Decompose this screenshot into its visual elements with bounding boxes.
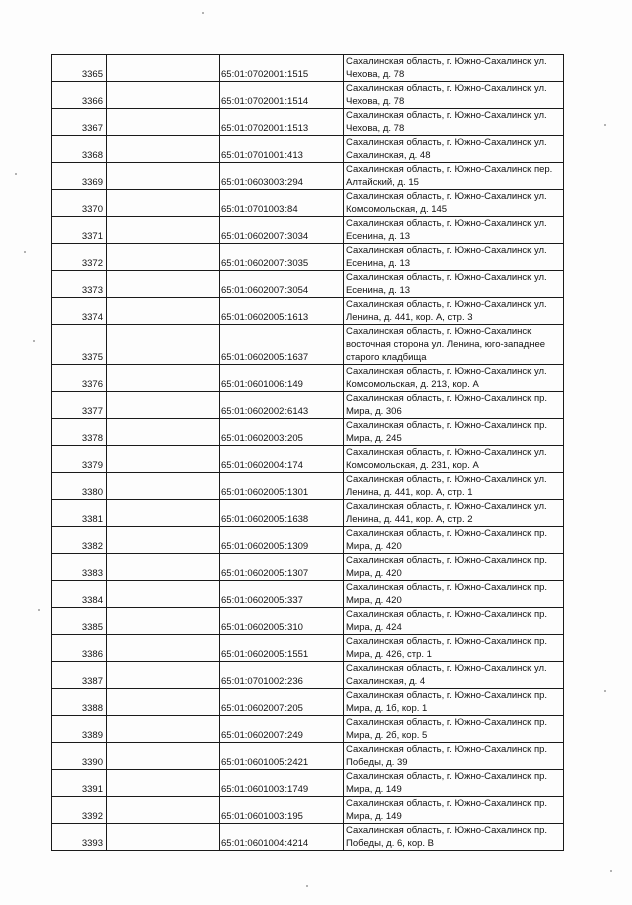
- address-line: Мира, д. 2б, кор. 5: [346, 730, 428, 741]
- row-number-cell: 3370: [52, 190, 107, 217]
- cadastral-number-cell: 65:01:0602005:1613: [220, 298, 344, 325]
- table-row: [52, 824, 564, 851]
- address-line: Победы, д. 6, кор. В: [346, 838, 435, 849]
- cadastral-number-cell: 65:01:0603003:294: [220, 163, 344, 190]
- address-line: Сахалинская, д. 48: [346, 150, 431, 161]
- address-line: Сахалинская область, г. Южно-Сахалинск пр.: [346, 798, 548, 809]
- empty-cell: [107, 82, 220, 109]
- address-cell: [344, 271, 564, 298]
- cadastral-number-cell: 65:01:0602005:1307: [220, 554, 344, 581]
- address-line: Мира, д. 1б, кор. 1: [346, 703, 428, 714]
- row-number-cell: 3385: [52, 608, 107, 635]
- address-line: Сахалинская область, г. Южно-Сахалинск ул.: [346, 366, 547, 377]
- address-cell: [344, 298, 564, 325]
- cadastral-number-cell: 65:01:0602004:174: [220, 446, 344, 473]
- address-cell: [344, 797, 564, 824]
- scan-speck: [202, 12, 204, 14]
- address-line: восточная сторона ул. Ленина, юго-западнее: [346, 339, 546, 350]
- address-cell: [344, 635, 564, 662]
- cadastral-number-cell: 65:01:0602007:205: [220, 689, 344, 716]
- address-line: Комсомольская, д. 145: [346, 204, 448, 215]
- cadastral-number-cell: 65:01:0602002:6143: [220, 392, 344, 419]
- empty-cell: [107, 473, 220, 500]
- empty-cell: [107, 662, 220, 689]
- cadastral-number-cell: 65:01:0701002:236: [220, 662, 344, 689]
- table-row: [52, 190, 564, 217]
- table-row: [52, 446, 564, 473]
- empty-cell: [107, 55, 220, 82]
- table-row: [52, 392, 564, 419]
- table-row: [52, 419, 564, 446]
- address-line: Сахалинская область, г. Южно-Сахалинск пр.: [346, 555, 548, 566]
- scan-speck: [604, 690, 606, 692]
- address-line: Мира, д. 306: [346, 406, 402, 417]
- address-line: Комсомольская, д. 213, кор. А: [346, 379, 479, 390]
- empty-cell: [107, 325, 220, 365]
- table-row: [52, 55, 564, 82]
- empty-cell: [107, 109, 220, 136]
- address-line: Алтайский, д. 15: [346, 177, 419, 188]
- address-cell: [344, 136, 564, 163]
- table-row: [52, 244, 564, 271]
- address-cell: [344, 770, 564, 797]
- address-line: Сахалинская область, г. Южно-Сахалинск ул.: [346, 218, 547, 229]
- cadastral-number-cell: 65:01:0602007:3034: [220, 217, 344, 244]
- table-row: [52, 716, 564, 743]
- empty-cell: [107, 770, 220, 797]
- cadastral-number-cell: 65:01:0702001:1514: [220, 82, 344, 109]
- empty-cell: [107, 581, 220, 608]
- cadastral-number-cell: 65:01:0602005:337: [220, 581, 344, 608]
- address-cell: [344, 325, 564, 365]
- address-line: Сахалинская область, г. Южно-Сахалинск ул.: [346, 137, 547, 148]
- scan-speck: [610, 870, 612, 872]
- address-line: Ленина, д. 441, кор. А, стр. 3: [346, 312, 473, 323]
- cadastral-number-cell: 65:01:0602005:1551: [220, 635, 344, 662]
- cadastral-number-cell: 65:01:0601003:1749: [220, 770, 344, 797]
- address-cell: [344, 824, 564, 851]
- table-row: [52, 217, 564, 244]
- address-line: Сахалинская область, г. Южно-Сахалинск пр.: [346, 393, 548, 404]
- row-number-cell: 3382: [52, 527, 107, 554]
- row-number-cell: 3377: [52, 392, 107, 419]
- table-row: [52, 554, 564, 581]
- cadastral-number-cell: 65:01:0602005:310: [220, 608, 344, 635]
- empty-cell: [107, 824, 220, 851]
- row-number-cell: 3391: [52, 770, 107, 797]
- row-number-cell: 3368: [52, 136, 107, 163]
- address-line: Комсомольская, д. 231, кор. А: [346, 460, 479, 471]
- address-line: Сахалинская область, г. Южно-Сахалинск ул.: [346, 501, 547, 512]
- table-row: [52, 136, 564, 163]
- address-line: Сахалинская область, г. Южно-Сахалинск ул.: [346, 56, 547, 67]
- address-line: Победы, д. 39: [346, 757, 408, 768]
- address-cell: [344, 716, 564, 743]
- scan-speck: [38, 609, 40, 611]
- table-row: [52, 298, 564, 325]
- row-number-cell: 3380: [52, 473, 107, 500]
- empty-cell: [107, 743, 220, 770]
- row-number-cell: 3390: [52, 743, 107, 770]
- address-cell: [344, 419, 564, 446]
- empty-cell: [107, 217, 220, 244]
- row-number-cell: 3372: [52, 244, 107, 271]
- cadastral-number-cell: 65:01:0601006:149: [220, 365, 344, 392]
- cadastral-number-cell: 65:01:0701001:413: [220, 136, 344, 163]
- address-line: Сахалинская область, г. Южно-Сахалинск ул.: [346, 245, 547, 256]
- empty-cell: [107, 716, 220, 743]
- address-line: Сахалинская область, г. Южно-Сахалинск ул.: [346, 663, 547, 674]
- address-cell: [344, 581, 564, 608]
- table-row: [52, 82, 564, 109]
- address-line: Сахалинская область, г. Южно-Сахалинск пр.: [346, 609, 548, 620]
- scan-speck: [306, 885, 308, 887]
- table-row: [52, 473, 564, 500]
- row-number-cell: 3393: [52, 824, 107, 851]
- row-number-cell: 3379: [52, 446, 107, 473]
- table-row: [52, 271, 564, 298]
- address-line: Мира, д. 420: [346, 595, 402, 606]
- row-number-cell: 3378: [52, 419, 107, 446]
- scan-speck: [15, 173, 17, 175]
- address-line: Мира, д. 149: [346, 811, 402, 822]
- cadastral-number-cell: 65:01:0602003:205: [220, 419, 344, 446]
- cadastral-number-cell: 65:01:0601004:4214: [220, 824, 344, 851]
- address-line: Ленина, д. 441, кор. А, стр. 2: [346, 514, 473, 525]
- address-line: Сахалинская область, г. Южно-Сахалинск пр.: [346, 717, 548, 728]
- cadastral-number-cell: 65:01:0602005:1301: [220, 473, 344, 500]
- empty-cell: [107, 635, 220, 662]
- empty-cell: [107, 554, 220, 581]
- table-row: [52, 743, 564, 770]
- address-cell: [344, 527, 564, 554]
- table-row: [52, 163, 564, 190]
- table-row: [52, 662, 564, 689]
- address-line: Сахалинская область, г. Южно-Сахалинск пр.: [346, 744, 548, 755]
- address-line: Чехова, д. 78: [346, 96, 405, 107]
- address-line: Сахалинская область, г. Южно-Сахалинск пер.: [346, 164, 553, 175]
- table-row: [52, 797, 564, 824]
- row-number-cell: 3386: [52, 635, 107, 662]
- row-number-cell: 3389: [52, 716, 107, 743]
- address-line: Чехова, д. 78: [346, 123, 405, 134]
- empty-cell: [107, 392, 220, 419]
- table-row: [52, 689, 564, 716]
- address-cell: [344, 446, 564, 473]
- address-line: старого кладбища: [346, 352, 427, 363]
- address-line: Мира, д. 420: [346, 568, 402, 579]
- table-row: [52, 581, 564, 608]
- address-line: Сахалинская область, г. Южно-Сахалинск ул.: [346, 83, 547, 94]
- empty-cell: [107, 136, 220, 163]
- empty-cell: [107, 190, 220, 217]
- address-cell: [344, 244, 564, 271]
- row-number-cell: 3388: [52, 689, 107, 716]
- table-row: [52, 527, 564, 554]
- empty-cell: [107, 163, 220, 190]
- cadastral-number-cell: 65:01:0602007:3035: [220, 244, 344, 271]
- table-row: [52, 770, 564, 797]
- address-line: Мира, д. 424: [346, 622, 402, 633]
- address-line: Есенина, д. 13: [346, 258, 411, 269]
- scan-speck: [604, 124, 606, 126]
- row-number-cell: 3369: [52, 163, 107, 190]
- cadastral-number-cell: 65:01:0602007:249: [220, 716, 344, 743]
- address-line: Мира, д. 420: [346, 541, 402, 552]
- address-line: Сахалинская область, г. Южно-Сахалинск ул.: [346, 110, 547, 121]
- property-registry-table: [51, 54, 564, 851]
- address-cell: [344, 608, 564, 635]
- address-cell: [344, 473, 564, 500]
- address-line: Есенина, д. 13: [346, 231, 411, 242]
- address-cell: [344, 55, 564, 82]
- row-number-cell: 3392: [52, 797, 107, 824]
- row-number-cell: 3383: [52, 554, 107, 581]
- address-line: Мира, д. 426, стр. 1: [346, 649, 432, 660]
- empty-cell: [107, 419, 220, 446]
- table-row: [52, 325, 564, 365]
- address-line: Сахалинская область, г. Южно-Сахалинск пр.: [346, 528, 548, 539]
- empty-cell: [107, 271, 220, 298]
- address-line: Ленина, д. 441, кор. А, стр. 1: [346, 487, 473, 498]
- address-line: Сахалинская область, г. Южно-Сахалинск ул.: [346, 474, 547, 485]
- empty-cell: [107, 689, 220, 716]
- table-row: [52, 608, 564, 635]
- empty-cell: [107, 608, 220, 635]
- address-cell: [344, 743, 564, 770]
- row-number-cell: 3384: [52, 581, 107, 608]
- scan-speck: [24, 251, 26, 253]
- row-number-cell: 3374: [52, 298, 107, 325]
- address-cell: [344, 82, 564, 109]
- address-line: Мира, д. 245: [346, 433, 402, 444]
- address-line: Сахалинская область, г. Южно-Сахалинск ул.: [346, 299, 547, 310]
- address-line: Сахалинская область, г. Южно-Сахалинск пр.: [346, 771, 548, 782]
- empty-cell: [107, 298, 220, 325]
- cadastral-number-cell: 65:01:0601005:2421: [220, 743, 344, 770]
- address-line: Сахалинская область, г. Южно-Сахалинск пр.: [346, 582, 548, 593]
- table-row: [52, 365, 564, 392]
- row-number-cell: 3376: [52, 365, 107, 392]
- scan-speck: [33, 340, 35, 342]
- empty-cell: [107, 527, 220, 554]
- table-row: [52, 635, 564, 662]
- address-line: Чехова, д. 78: [346, 69, 405, 80]
- empty-cell: [107, 365, 220, 392]
- row-number-cell: 3367: [52, 109, 107, 136]
- address-line: Сахалинская область, г. Южно-Сахалинск пр.: [346, 825, 548, 836]
- registry-table-body: [52, 55, 564, 851]
- address-cell: [344, 554, 564, 581]
- table-row: [52, 500, 564, 527]
- address-cell: [344, 217, 564, 244]
- cadastral-number-cell: 65:01:0602005:1638: [220, 500, 344, 527]
- address-cell: [344, 500, 564, 527]
- table-row: [52, 109, 564, 136]
- row-number-cell: 3365: [52, 55, 107, 82]
- empty-cell: [107, 797, 220, 824]
- cadastral-number-cell: 65:01:0602005:1309: [220, 527, 344, 554]
- empty-cell: [107, 244, 220, 271]
- address-cell: [344, 190, 564, 217]
- row-number-cell: 3371: [52, 217, 107, 244]
- cadastral-number-cell: 65:01:0602007:3054: [220, 271, 344, 298]
- address-line: Сахалинская область, г. Южно-Сахалинск пр.: [346, 636, 548, 647]
- address-line: Сахалинская, д. 4: [346, 676, 426, 687]
- address-cell: [344, 163, 564, 190]
- address-line: Есенина, д. 13: [346, 285, 411, 296]
- row-number-cell: 3381: [52, 500, 107, 527]
- address-cell: [344, 109, 564, 136]
- address-line: Сахалинская область, г. Южно-Сахалинск пр.: [346, 420, 548, 431]
- empty-cell: [107, 446, 220, 473]
- cadastral-number-cell: 65:01:0701003:84: [220, 190, 344, 217]
- address-line: Сахалинская область, г. Южно-Сахалинск ул.: [346, 272, 547, 283]
- address-line: Сахалинская область, г. Южно-Сахалинск пр.: [346, 690, 548, 701]
- address-line: Мира, д. 149: [346, 784, 402, 795]
- row-number-cell: 3387: [52, 662, 107, 689]
- cadastral-number-cell: 65:01:0702001:1513: [220, 109, 344, 136]
- row-number-cell: 3373: [52, 271, 107, 298]
- cadastral-number-cell: 65:01:0702001:1515: [220, 55, 344, 82]
- address-line: Сахалинская область, г. Южно-Сахалинск ул.: [346, 447, 547, 458]
- address-cell: [344, 662, 564, 689]
- address-cell: [344, 392, 564, 419]
- cadastral-number-cell: 65:01:0602005:1637: [220, 325, 344, 365]
- address-line: Сахалинская область, г. Южно-Сахалинск ул.: [346, 191, 547, 202]
- row-number-cell: 3366: [52, 82, 107, 109]
- address-line: Сахалинская область, г. Южно-Сахалинск: [346, 326, 532, 337]
- cadastral-number-cell: 65:01:0601003:195: [220, 797, 344, 824]
- address-cell: [344, 689, 564, 716]
- address-cell: [344, 365, 564, 392]
- empty-cell: [107, 500, 220, 527]
- row-number-cell: 3375: [52, 325, 107, 365]
